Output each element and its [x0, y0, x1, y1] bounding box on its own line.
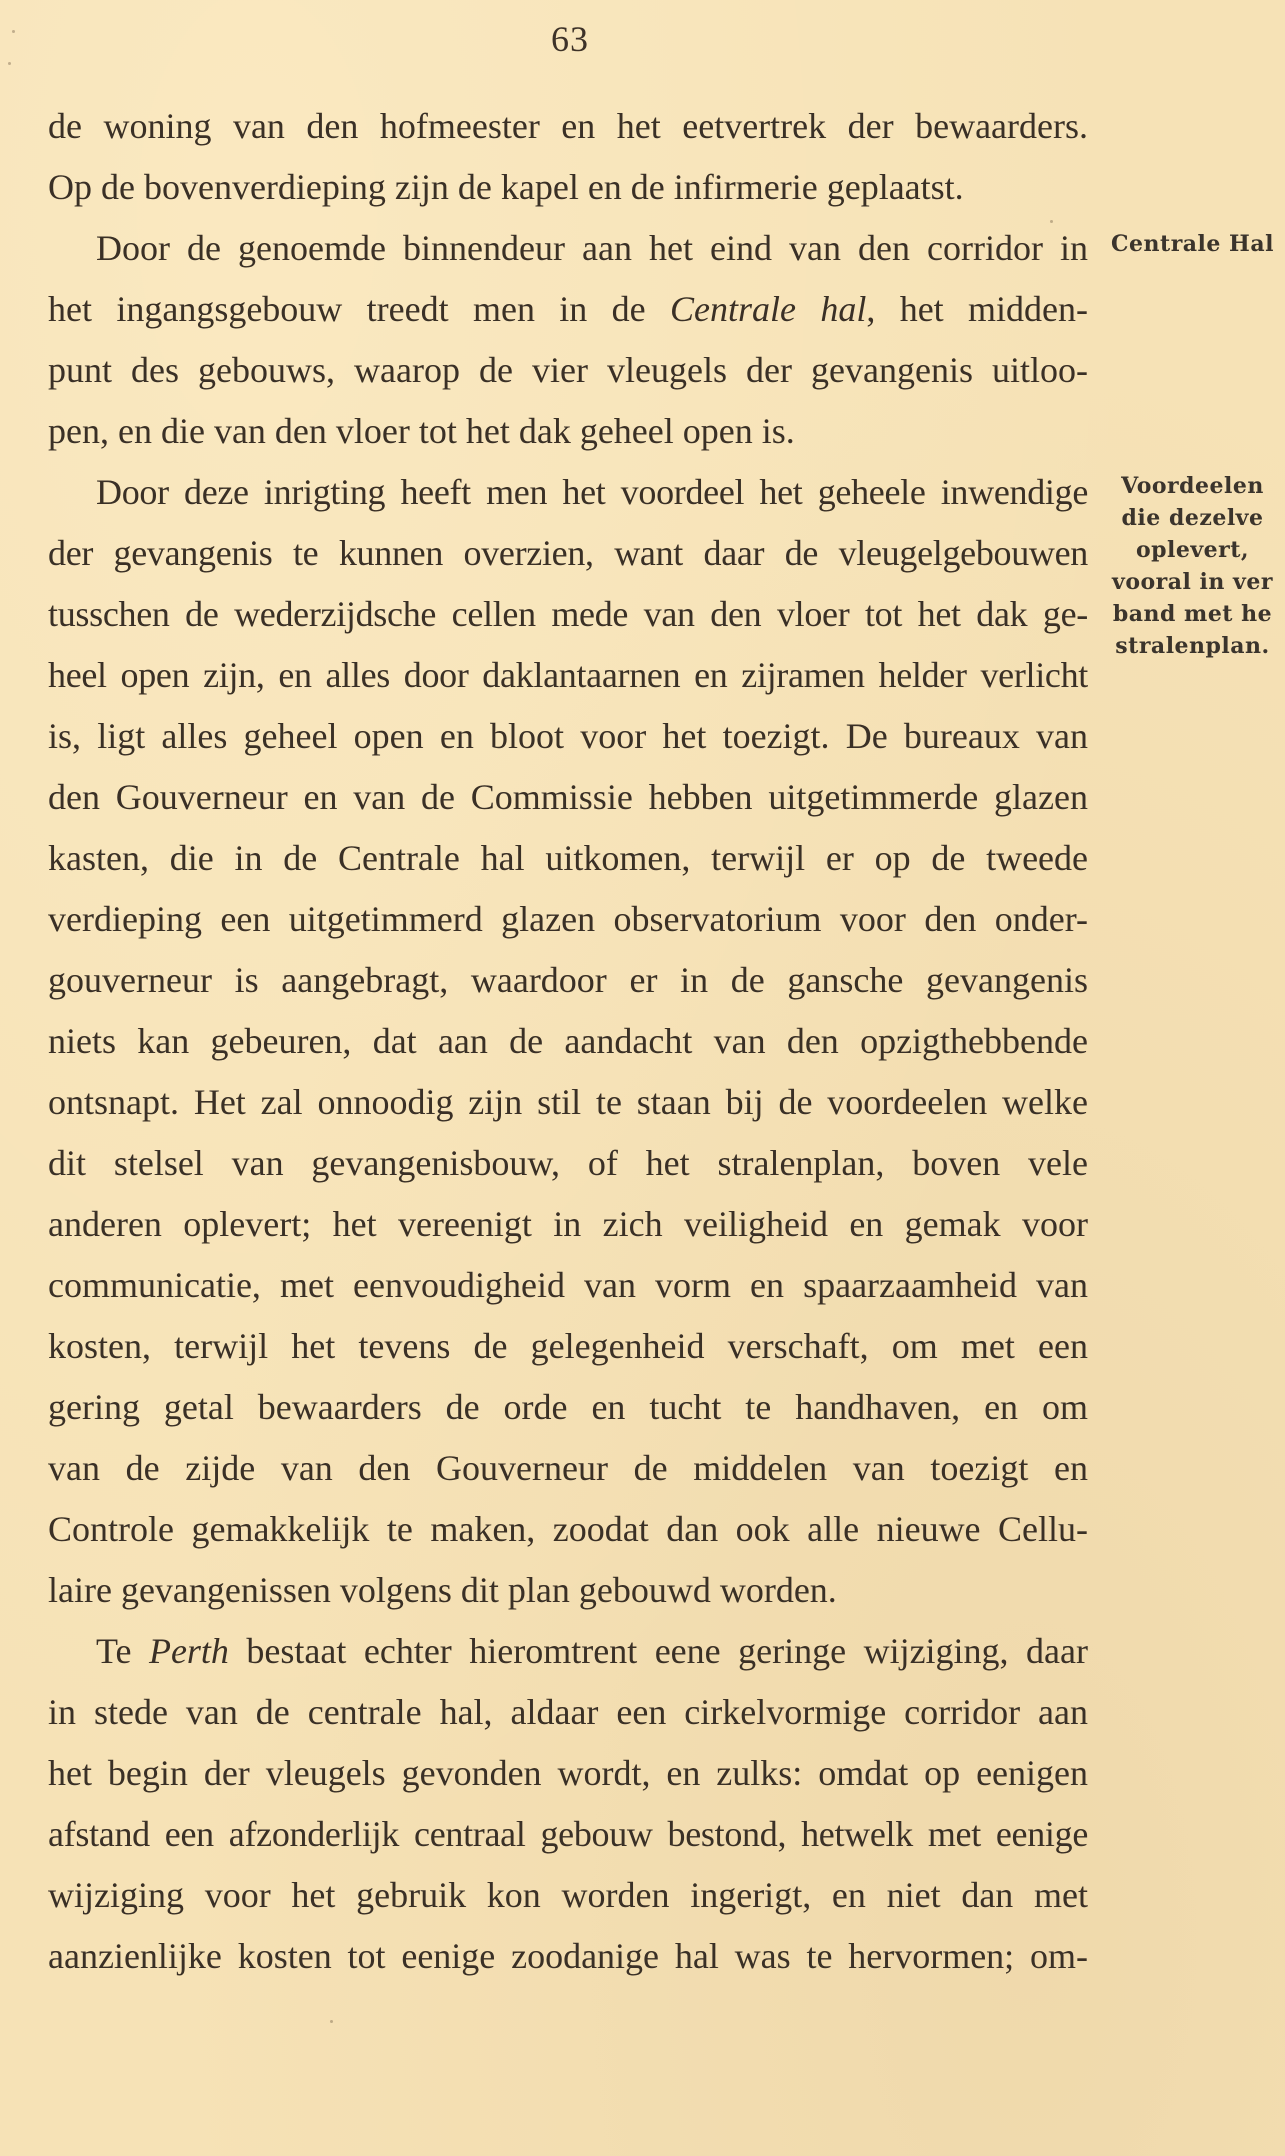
paper-speck: [398, 1525, 401, 1528]
text-line: wijziging voor het gebruik kon worden ingerigt, en niet dan met: [48, 1875, 1088, 1915]
text-segment: het ingangsgebouw treedt men in de: [48, 289, 670, 329]
margin-note-centrale-hal: [1100, 228, 1285, 260]
text-line: afstand een afzonderlijk centraal gebouw bestond, hetwelk met eenige: [48, 1814, 1088, 1854]
paper-speck: [8, 62, 11, 65]
text-line: Door de genoemde binnendeur aan het eind van den corridor in: [96, 228, 1088, 268]
text-segment: Te: [96, 1631, 149, 1671]
text-line: Op de bovenverdieping zijn de kapel en de infirmerie geplaatst.: [48, 167, 964, 207]
paper-speck: [330, 2020, 333, 2023]
text-line: in stede van de centrale hal, aldaar een cirkelvormige corridor aan: [48, 1692, 1088, 1732]
text-line: dit stelsel van gevangenisbouw, of het stralenplan, boven vele: [48, 1143, 1088, 1183]
text-line: heel open zijn, en alles door daklantaarnen en zijramen helder verlicht: [48, 655, 1088, 695]
text-line: gouverneur is aangebragt, waardoor er in de gansche gevangenis: [48, 960, 1088, 1000]
text-line: aanzienlijke kosten tot eenige zoodanige hal was te hervormen; om-: [48, 1936, 1088, 1976]
italic-term: Perth: [148, 1631, 229, 1671]
margin-note-line: die dezelve: [1121, 505, 1264, 531]
text-line: de woning van den hofmeester en het eetvertrek der bewaarders.: [48, 106, 1088, 146]
text-line: is, ligt alles geheel open en bloot voor het toezigt. De bureaux van: [48, 716, 1088, 756]
text-line: laire gevangenissen volgens dit plan gebouwd worden.: [48, 1570, 837, 1610]
page-number: 63: [551, 19, 589, 59]
body-text: [48, 96, 1088, 1987]
paper-speck: [1050, 220, 1053, 223]
margin-note-voordeelen: [1100, 470, 1285, 662]
text-line: gering getal bewaarders de orde en tucht te handhaven, en om: [48, 1387, 1088, 1427]
text-line: punt des gebouws, waarop de vier vleugels der gevangenis uitloo-: [48, 350, 1088, 390]
text-line: kosten, terwijl het tevens de gelegenheid verschaft, om met een: [48, 1326, 1088, 1366]
text-line: communicatie, met eenvoudigheid van vorm en spaarzaamheid van: [48, 1265, 1088, 1305]
text-line: [48, 279, 1088, 340]
text-line: kasten, die in de Centrale hal uitkomen, terwijl er op de tweede: [48, 838, 1088, 878]
text-line: van de zijde van den Gouverneur de middelen van toezigt en: [48, 1448, 1088, 1488]
margin-note-line: stralenplan.: [1115, 633, 1270, 659]
text-line: verdieping een uitgetimmerd glazen observatorium voor den onder-: [48, 899, 1088, 939]
text-line: niets kan gebeuren, dat aan de aandacht van den opzigthebbende: [48, 1021, 1088, 1061]
text-line: het begin der vleugels gevonden wordt, en zulks: omdat op eenigen: [48, 1753, 1088, 1793]
italic-term: Centrale hal: [670, 289, 867, 329]
text-segment: , het midden-: [866, 289, 1088, 329]
text-line: tusschen de wederzijdsche cellen mede van den vloer tot het dak ge-: [48, 594, 1088, 634]
paper-speck: [12, 30, 15, 33]
margin-note-line: Voordeelen: [1121, 473, 1264, 499]
margin-note-line: vooral in ver: [1112, 569, 1273, 595]
margin-note-line: Centrale Hal: [1111, 231, 1274, 257]
text-line: den Gouverneur en van de Commissie hebben uitgetimmerde glazen: [48, 777, 1088, 817]
text-line: ontsnapt. Het zal onnoodig zijn stil te staan bij de voordeelen welke: [48, 1082, 1088, 1122]
text-line: der gevangenis te kunnen overzien, want daar de vleugelgebouwen: [48, 533, 1088, 573]
text-line: anderen oplevert; het vereenigt in zich veiligheid en gemak voor: [48, 1204, 1088, 1244]
text-segment: bestaat echter hieromtrent eene geringe wijziging, daar: [228, 1631, 1088, 1671]
margin-note-line: oplevert,: [1135, 537, 1250, 563]
text-line: Controle gemakkelijk te maken, zoodat dan ook alle nieuwe Cellu-: [48, 1509, 1088, 1549]
text-line: [48, 1621, 1088, 1682]
margin-note-line: band met he: [1112, 601, 1273, 627]
text-line: pen, en die van den vloer tot het dak geheel open is.: [48, 411, 795, 451]
text-line: Door deze inrigting heeft men het voordeel het geheele inwendige: [96, 472, 1088, 512]
